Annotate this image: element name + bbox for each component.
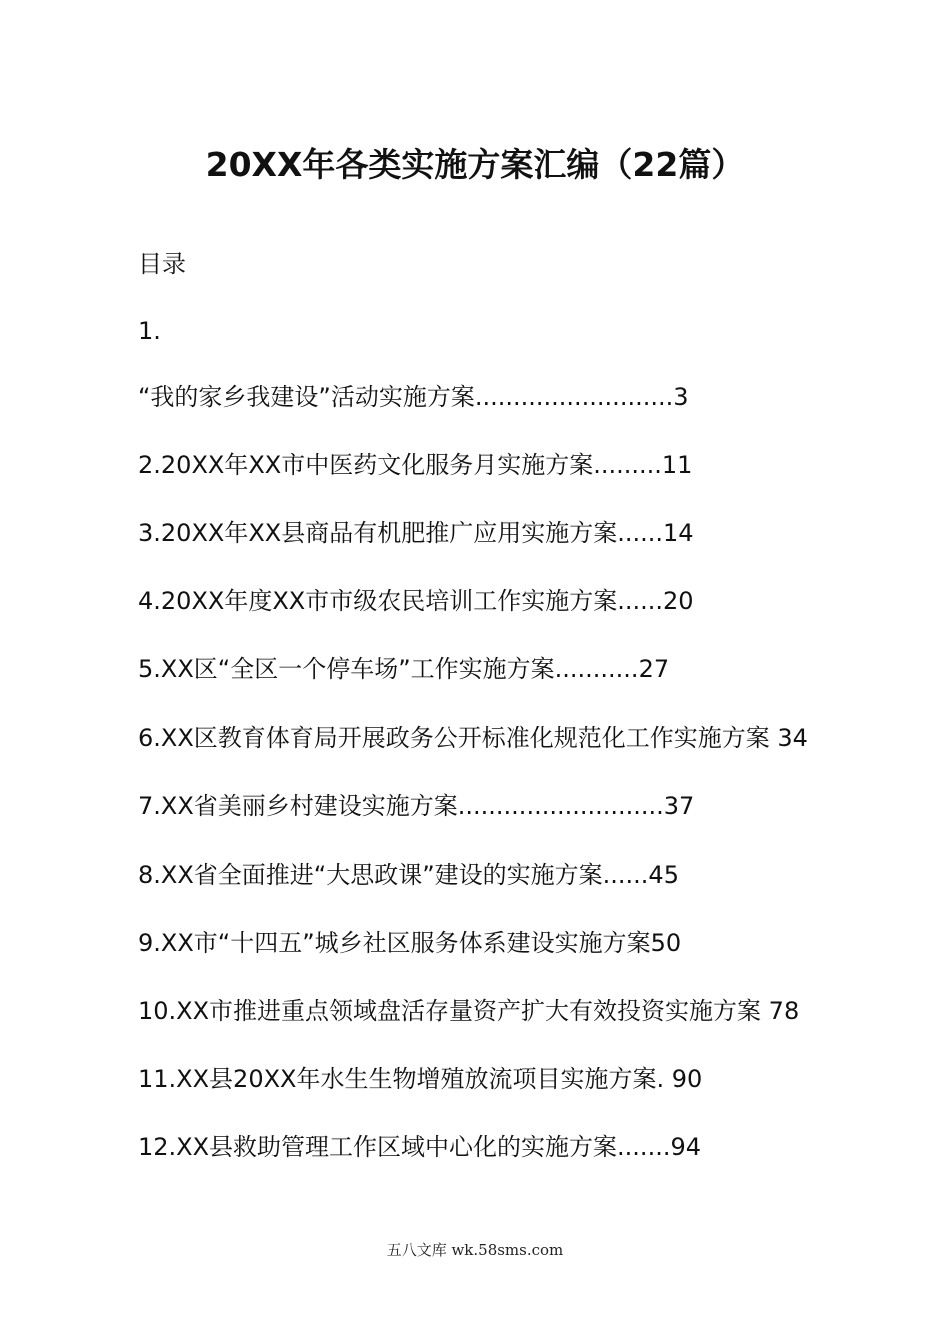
toc-line: 2.20XX年XX市中医药文化服务月实施方案.........11 [138, 451, 693, 479]
toc-line: 1. [138, 317, 161, 345]
toc-line: 4.20XX年度XX市市级农民培训工作实施方案......20 [138, 587, 694, 615]
toc-line: “我的家乡我建设”活动实施方案..........................3 [138, 383, 689, 411]
toc-line: 6.XX区教育体育局开展政务公开标准化规范化工作实施方案 34 [138, 724, 808, 752]
toc-line: 5.XX区“全区一个停车场”工作实施方案...........27 [138, 655, 670, 683]
toc-line: 9.XX市“十四五”城乡社区服务体系建设实施方案50 [138, 929, 682, 957]
toc-line: 3.20XX年XX县商品有机肥推广应用实施方案......14 [138, 519, 694, 547]
toc-heading: 目录 [138, 250, 186, 278]
toc-line: 12.XX县救助管理工作区域中心化的实施方案.......94 [138, 1133, 701, 1161]
toc-line: 8.XX省全面推进“大思政课”建设的实施方案......45 [138, 861, 679, 889]
page-title: 20XX年各类实施方案汇编（22篇） [205, 145, 745, 184]
toc-line: 7.XX省美丽乡村建设实施方案...........................37 [138, 792, 695, 820]
footer-watermark: 五八文库 wk.58sms.com [386, 1241, 564, 1259]
toc-line: 11.XX县20XX年水生生物增殖放流项目实施方案. 90 [138, 1065, 703, 1093]
toc-line: 10.XX市推进重点领域盘活存量资产扩大有效投资实施方案 78 [138, 997, 800, 1025]
